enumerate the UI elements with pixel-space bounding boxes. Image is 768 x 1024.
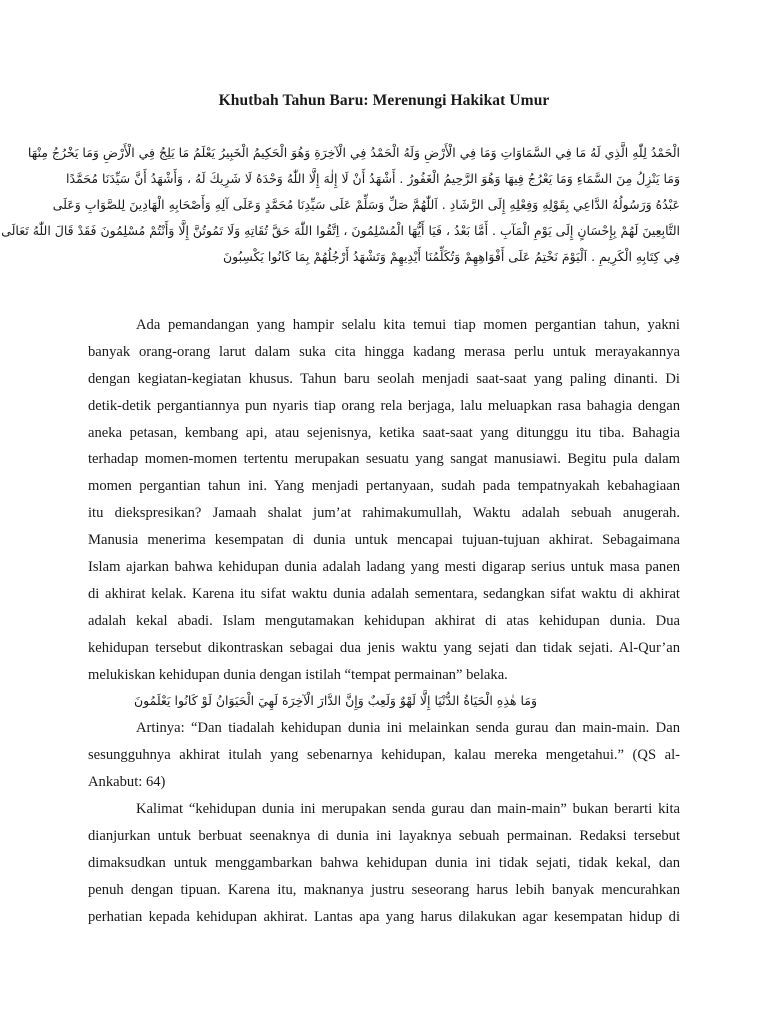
text-line: Manusia menerima kesempatan di dunia untuk mencapai tujuan-tujuan akhirat. Sebagaimana — [88, 532, 680, 549]
text-line: itu diekspresikan? Jamaah shalat jum’at rahimakumullah, Waktu adalah sebuah anugerah. — [88, 505, 680, 522]
text-line: melukiskan kehidupan dunia dengan istilah “tempat permainan” belaka. — [88, 666, 508, 683]
text-line: sesungguhnya akhirat itulah yang sebenarnya kehidupan, kalau mereka mengetahui.” (QS al- — [88, 747, 680, 764]
text-line: terhadap momen-momen tertentu merupakan sesuatu yang sangat manusiawi. Begitu pula dalam — [88, 451, 680, 468]
text-line: adalah kekal abadi. Islam mengutamakan kehidupan akhirat di atas kehidupan dunia. Dua — [88, 612, 680, 629]
text-line: momen pergantian tahun ini. Yang menjadi pertanyaan, sudah pada tempatnyakah kebahagiaan — [88, 478, 680, 495]
arabic-line: عَبْدُهُ وَرَسُولُهُ الدَّاعِي بِقَوْلِهِ وَفِعْلِهِ إِلَى الرَّشَادِ . اَللّٰهُمَّ صَلِّ وَسَلِّمْ عَلَى سَيِّدِنَا مُحَمَّدٍ وَعَلَى آلِهِ وَأَصْحَابِهِ الْهَادِينَ لِلصَّوَابِ وَعَلَى — [52, 197, 680, 212]
text-line: Artinya: “Dan tiadalah kehidupan dunia ini melainkan senda gurau dan main-main. Dan — [136, 720, 680, 737]
text-line: perhatian kepada kehidupan akhirat. Lantas apa yang harus dilakukan agar kesempatan hidup di — [88, 908, 680, 925]
arabic-line: التَّابِعِينَ لَهُمْ بِإِحْسَانٍ إِلَى يَوْمِ الْمَآبِ . أَمَّا بَعْدُ ، فَيَا أَيُّهَا الْمُسْلِمُونَ ، اِتَّقُوا اللّٰهَ حَقَّ تُقَاتِهِ وَلَا تَمُوتُنَّ إِلَّا وَأَنْتُمْ مُسْلِمُونَ فَقَدْ قَالَ اللّٰهُ تَعَالَى — [1, 223, 680, 238]
text-line: dianjurkan untuk berbuat seenaknya di dunia ini layaknya sebuah permainan. Redaksi tersebut — [88, 827, 680, 844]
text-line: kehidupan tersebut dikontraskan sebagai dua jenis waktu yang sejati dan tidak sejati. Al-Qur’an — [88, 639, 680, 656]
arabic-line: فِي كِتَابِهِ الْكَرِيمِ . اَلْيَوْمَ نَخْتِمُ عَلَى أَفْوَاهِهِمْ وَتُكَلِّمُنَا أَيْدِيهِمْ وَتَشْهَدُ أَرْجُلُهُمْ بِمَا كَانُوا يَكْسِبُونَ — [222, 249, 680, 264]
text-line: di akhirat kelak. Karena itu sifat waktu dunia adalah sementara, sedangkan sifat waktu di akhirat — [88, 585, 680, 602]
arabic-opening — [1, 140, 680, 270]
text-line: dimaksudkan untuk menggambarkan bahwa kehidupan dunia ini tidak sejati, tidak kekal, dan — [88, 854, 680, 871]
text-line: penuh dengan tipuan. Karena itu, maknanya justru seseorang harus lebih banyak mencurahkan — [88, 881, 680, 898]
text-line: Islam ajarkan bahwa kehidupan dunia adalah ladang yang mesti digarap serius untuk masa panen — [88, 559, 680, 576]
arabic-line: الْحَمْدُ لِلّٰهِ الَّذِي لَهُ مَا فِي السَّمَاوَاتِ وَمَا فِي الْأَرْضِ وَلَهُ الْحَمْدُ فِي الْآخِرَةِ وَهُوَ الْحَكِيمُ الْخَبِيرُ يَعْلَمُ مَا يَلِجُ فِي الْأَرْضِ وَمَا يَخْرُجُ مِنْهَا — [27, 145, 680, 160]
text-line: Ankabut: 64) — [88, 774, 166, 791]
text-line: Ada pemandangan yang hampir selalu kita temui tiap momen pergantian tahun, yakni — [136, 317, 680, 333]
text-line: aneka petasan, kembang api, atau sejenisnya, ketika saat-saat yang ditunggu itu tiba. Bahagia — [88, 424, 680, 441]
body-text — [88, 312, 680, 930]
text-line: dengan kegiatan-kegiatan khusus. Tahun baru seolah menjadi saat-saat yang paling dinanti. Di — [88, 370, 680, 387]
quran-verse: وَمَا هٰذِهِ الْحَيَاةُ الدُّنْيَا إِلَّا لَهْوٌ وَلَعِبٌ وَإِنَّ الدَّارَ الْآخِرَةَ لَهِيَ الْحَيَوَانُ لَوْ كَانُوا يَعْلَمُونَ — [134, 693, 538, 709]
arabic-line: وَمَا يَنْزِلُ مِنَ السَّمَاءِ وَمَا يَعْرُجُ فِيهَا وَهُوَ الرَّحِيمُ الْغَفُورُ . أَشْهَدُ أَنْ لَا إِلٰهَ إِلَّا اللّٰهُ وَحْدَهُ لَا شَرِيكَ لَهُ ، وَأَشْهَدُ أَنَّ سَيِّدَنَا مُحَمَّدًا — [66, 171, 680, 186]
text-line: detik-detik pergantiannya pun nyaris tiap orang rela berjaga, lalu meluapkan rasa bahagia dengan — [88, 397, 680, 414]
text-line: banyak orang-orang larut dalam suka cita hingga kadang merasa perlu untuk merayakannya — [88, 343, 680, 360]
text-line: Kalimat “kehidupan dunia ini merupakan senda gurau dan main-main” bukan berarti kita — [136, 801, 680, 818]
page-title: Khutbah Tahun Baru: Merenungi Hakikat Umur — [218, 92, 550, 109]
